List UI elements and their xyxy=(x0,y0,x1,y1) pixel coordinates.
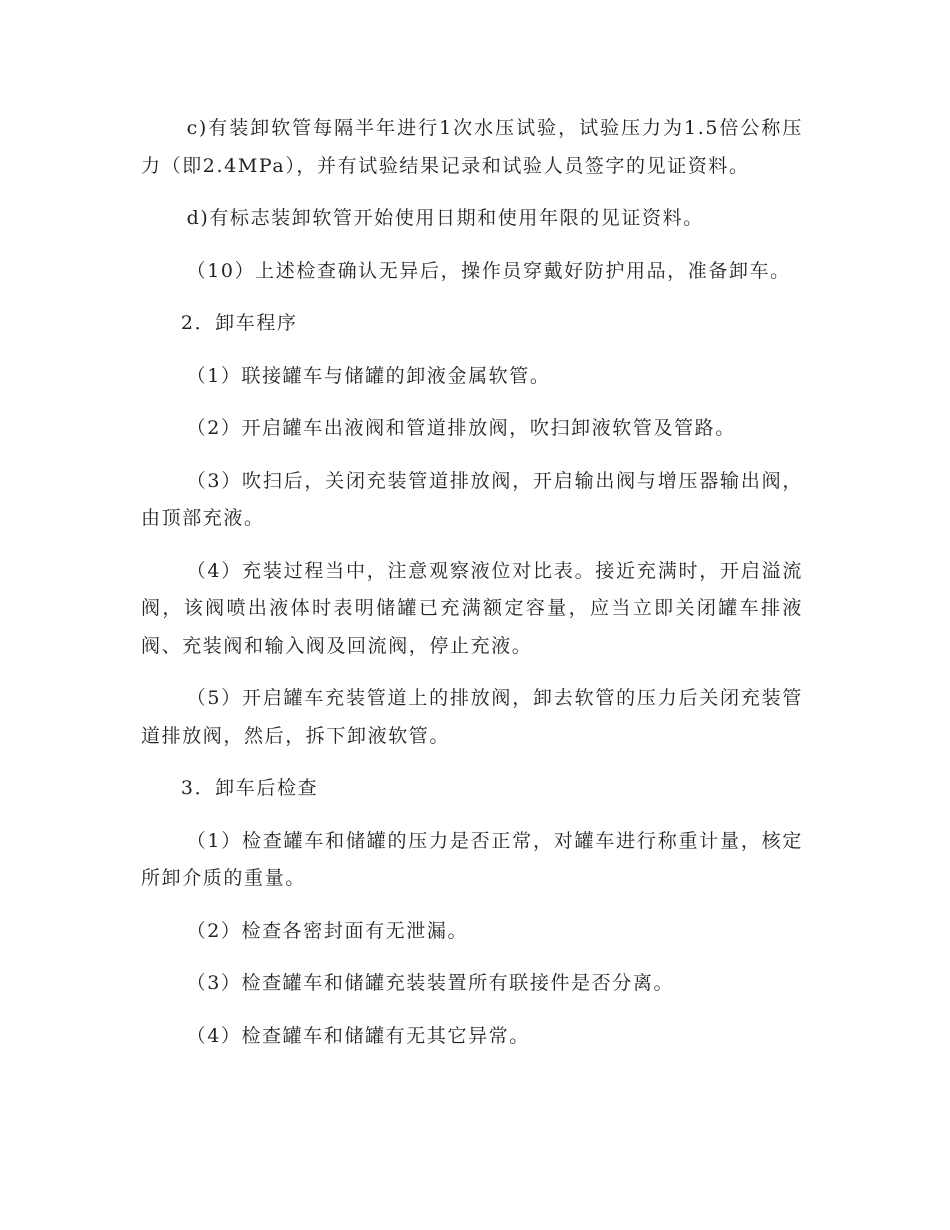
paragraph-hose-service-date: d)有标志装卸软管开始使用日期和使用年限的见证资料。 xyxy=(186,207,704,229)
paragraph-procedure-3: （3）吹扫后，关闭充装管道排放阀，开启输出阀与增压器输出阀，由顶部充液。 xyxy=(141,469,803,529)
paragraph-check-3: （3）检查罐车和储罐充装装置所有联接件是否分离。 xyxy=(186,972,675,994)
paragraph-check-2: （2）检查各密封面有无泄漏。 xyxy=(186,919,469,942)
paragraph-procedure-1: （1）联接罐车与储罐的卸液金属软管。 xyxy=(186,364,551,387)
section-heading-post-unloading-check: 3．卸车后检查 xyxy=(180,777,319,799)
paragraph-procedure-5: （5）开启罐车充装管道上的排放阀，卸去软管的压力后关闭充装管道排放阀，然后，拆下卸液软管。 xyxy=(141,687,803,747)
paragraph-hose-pressure-test: c)有装卸软管每隔半年进行1次水压试验，试验压力为1.5倍公称压力（即2.4MPa），并有试验结果记录和试验人员签字的见证资料。 xyxy=(141,117,803,177)
section-heading-unloading-procedure: 2．卸车程序 xyxy=(180,312,298,334)
paragraph-procedure-2: （2）开启罐车出液阀和管道排放阀，吹扫卸液软管及管路。 xyxy=(186,417,736,439)
paragraph-step-10: （10）上述检查确认无异后，操作员穿戴好防护用品，准备卸车。 xyxy=(186,259,791,282)
document-body xyxy=(141,110,803,1070)
paragraph-check-4: （4）检查罐车和储罐有无其它异常。 xyxy=(186,1024,530,1047)
paragraph-procedure-4: （4）充装过程当中，注意观察液位对比表。接近充满时，开启溢流阀，该阀喷出液体时表明储罐已充满额定容量，应当立即关闭罐车排液阀、充装阀和输入阀及回流阀，停止充液。 xyxy=(141,559,803,657)
paragraph-check-1: （1）检查罐车和储罐的压力是否正常，对罐车进行称重计量，核定所卸介质的重量。 xyxy=(141,829,803,889)
